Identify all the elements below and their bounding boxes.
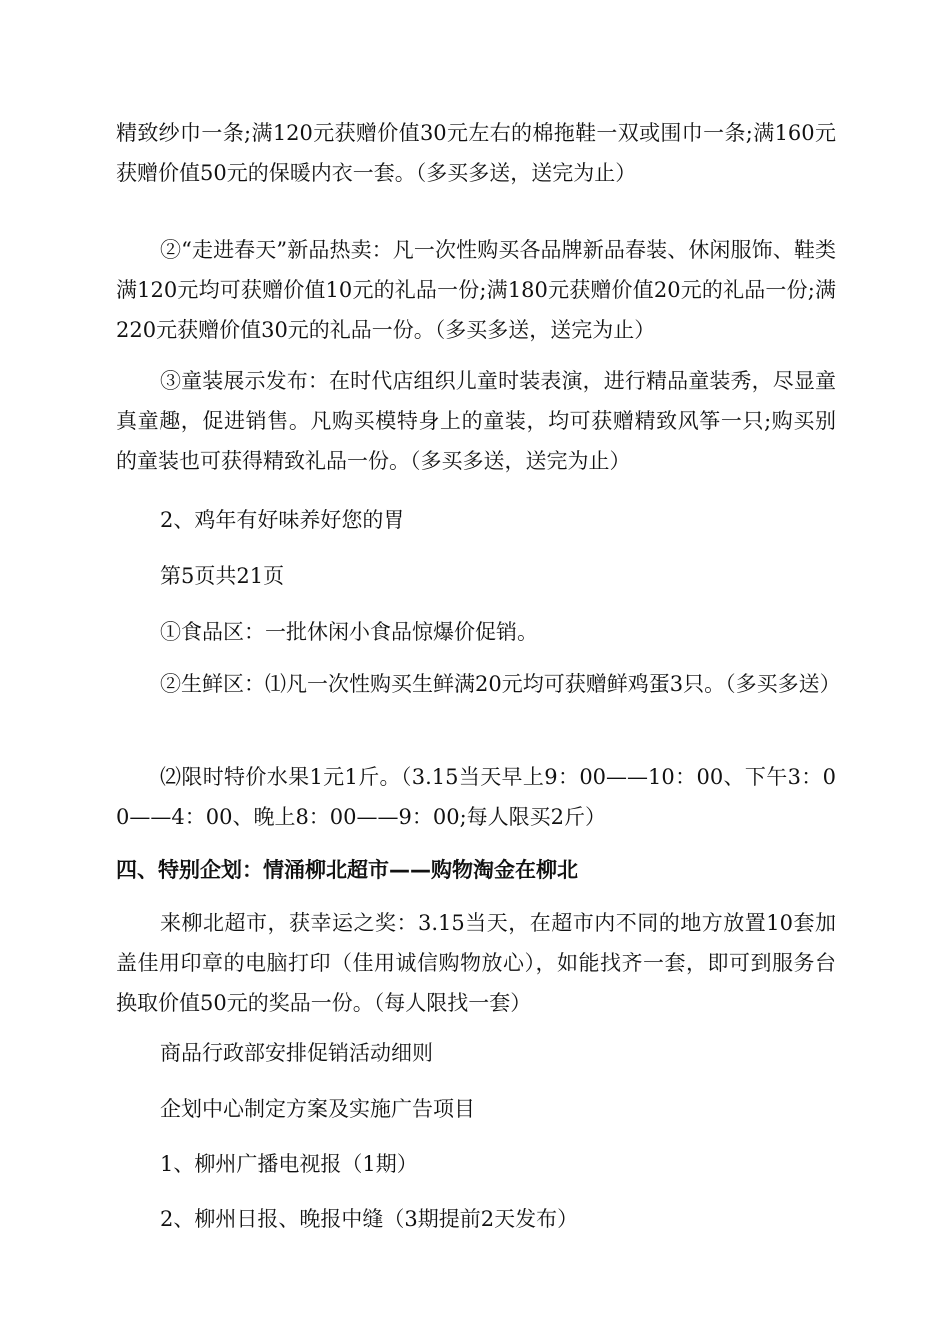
paragraph-lucky-prize: 来柳北超市，获幸运之奖：3.15当天，在超市内不同的地方放置10套加盖佳用印章的电脑打印（佳用诚信购物放心），如能找齐一套，即可到服务台换取价值50元的奖品一份。（每人限找一套）	[116, 911, 836, 1015]
paragraph-fresh-zone: ②生鲜区：⑴凡一次性购买生鲜满20元均可获赠鲜鸡蛋3只。（多买多送）	[160, 672, 841, 696]
page-number: 第5页共21页	[160, 564, 285, 588]
paragraph-kids-fashion-show: ③童装展示发布：在时代店组织儿童时装表演，进行精品童装秀，尽显童真童趣，促进销售。凡购买模特身上的童装，均可获赠精致风筝一只;购买别的童装也可获得精致礼品一份。（多买多送，送完为止）	[116, 369, 836, 473]
paragraph-food-zone: ①食品区：一批休闲小食品惊爆价促销。	[160, 620, 538, 644]
paragraph-spring-new-arrivals: ②“走进春天”新品热卖：凡一次性购买各品牌新品春装、休闲服饰、鞋类满120元均可获赠价值10元的礼品一份;满180元获赠价值20元的礼品一份;满220元获赠价值30元的礼品一份。（多买多送，送完为止）	[116, 238, 836, 342]
list-item-daily-evening-news: 2、柳州日报、晚报中缝（3期提前2天发布）	[160, 1207, 579, 1231]
paragraph-promotion-details: 商品行政部安排促销活动细则	[160, 1041, 433, 1065]
paragraph-rooster-year-food: 2、鸡年有好味养好您的胃	[160, 508, 405, 532]
paragraph-fruit-special: ⑵限时特价水果1元1斤。（3.15当天早上9：00——10：00、下午3：00——4：00、晚上8：00——9：00;每人限买2斤）	[116, 765, 836, 829]
list-item-radio-tv: 1、柳州广播电视报（1期）	[160, 1152, 418, 1176]
section-heading: 四、特别企划：情涌柳北超市——购物淘金在柳北	[116, 858, 578, 882]
paragraph-gift-scarf: 精致纱巾一条;满120元获赠价值30元左右的棉拖鞋一双或围巾一条;满160元获赠价值50元的保暖内衣一套。（多买多送，送完为止）	[116, 121, 836, 185]
paragraph-ad-plan: 企划中心制定方案及实施广告项目	[160, 1097, 475, 1121]
